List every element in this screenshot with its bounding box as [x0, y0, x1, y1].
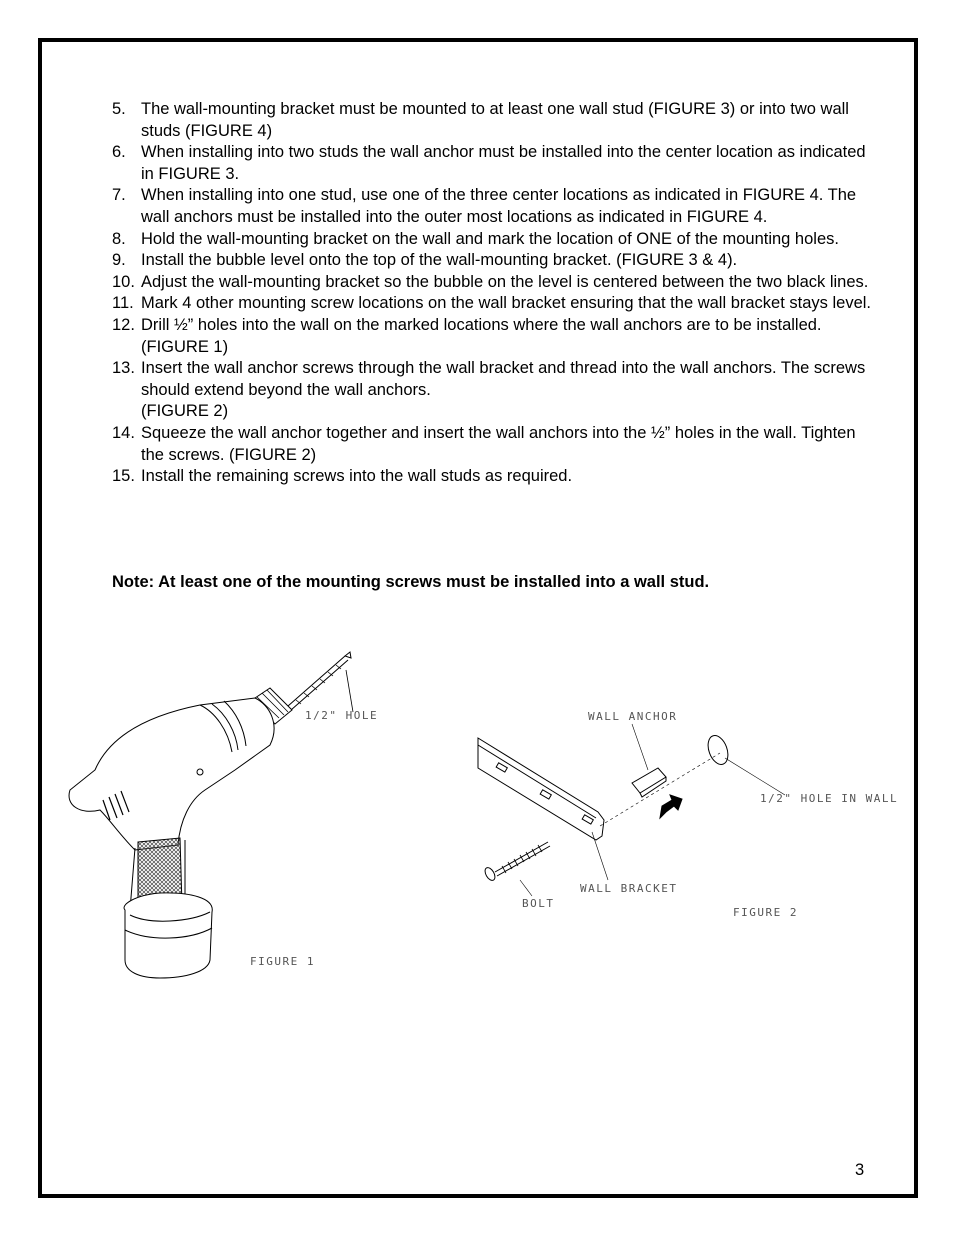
step-number: 5.	[112, 100, 126, 118]
note-text: Note: At least one of the mounting screws must be installed into a wall stud.	[112, 573, 710, 591]
step-number: 8.	[112, 229, 126, 248]
step-text: Insert the wall anchor screws through the wall bracket and thread into the wall anchors. The screws should extend beyond the wall anchors.	[141, 359, 866, 399]
step-text: When installing into one stud, use one of the three center locations as indicated in FIGURE 4. The wall anchors must be installed into the outer most locations as indicated in FIGURE 4.	[141, 186, 857, 226]
step-text: Adjust the wall-mounting bracket so the bubble on the level is centered between the two black lines.	[141, 272, 869, 291]
figure-1-caption: FIGURE 1	[250, 955, 315, 968]
bracket-illustration	[478, 724, 785, 896]
step-number: 7.	[112, 186, 126, 205]
step-text: When installing into two studs the wall anchor must be installed into the center location as indicated in FIGURE 3.	[141, 143, 866, 183]
step-number: 6.	[112, 143, 126, 162]
step-number: 14.	[112, 423, 135, 442]
step-number: 13.	[112, 359, 135, 378]
step-text: Mark 4 other mounting screw locations on the wall bracket ensuring that the wall bracket stays level.	[141, 294, 872, 313]
step-number: 15.	[112, 467, 135, 486]
step-text: The wall-mounting bracket must be mounted to at least one wall stud (FIGURE 3) or into two wall studs (FIGURE 4)	[141, 100, 849, 140]
step-text: Squeeze the wall anchor together and insert the wall anchors into the ½” holes in the wall. Tighten the screws. (FIGURE 2)	[141, 423, 856, 464]
step-number: 9.	[112, 251, 126, 270]
step-number: 10.	[112, 272, 135, 291]
wall-bracket-label: WALL BRACKET	[580, 882, 678, 895]
drill-illustration	[69, 652, 353, 978]
hole-in-wall-label: 1/2" HOLE IN WALL	[760, 792, 899, 805]
step-number: 11.	[112, 294, 134, 313]
step-text-extra: (FIGURE 2)	[141, 402, 229, 421]
step-text: Hold the wall-mounting bracket on the wall and mark the location of ONE of the mounting holes.	[141, 229, 839, 248]
step-text: Drill ½” holes into the wall on the marked locations where the wall anchors are to be installed. (FIGURE 1)	[141, 315, 822, 356]
figure-2-caption: FIGURE 2	[733, 906, 798, 919]
wall-anchor-label: WALL ANCHOR	[588, 710, 678, 723]
page-number: 3	[855, 1161, 865, 1179]
step-number: 12.	[112, 315, 135, 334]
step-text: Install the bubble level onto the top of the wall-mounting bracket. (FIGURE 3 & 4).	[141, 251, 738, 270]
hole-label: 1/2" HOLE	[305, 709, 379, 722]
step-text: Install the remaining screws into the wall studs as required.	[141, 467, 573, 486]
bolt-label: BOLT	[522, 897, 555, 910]
